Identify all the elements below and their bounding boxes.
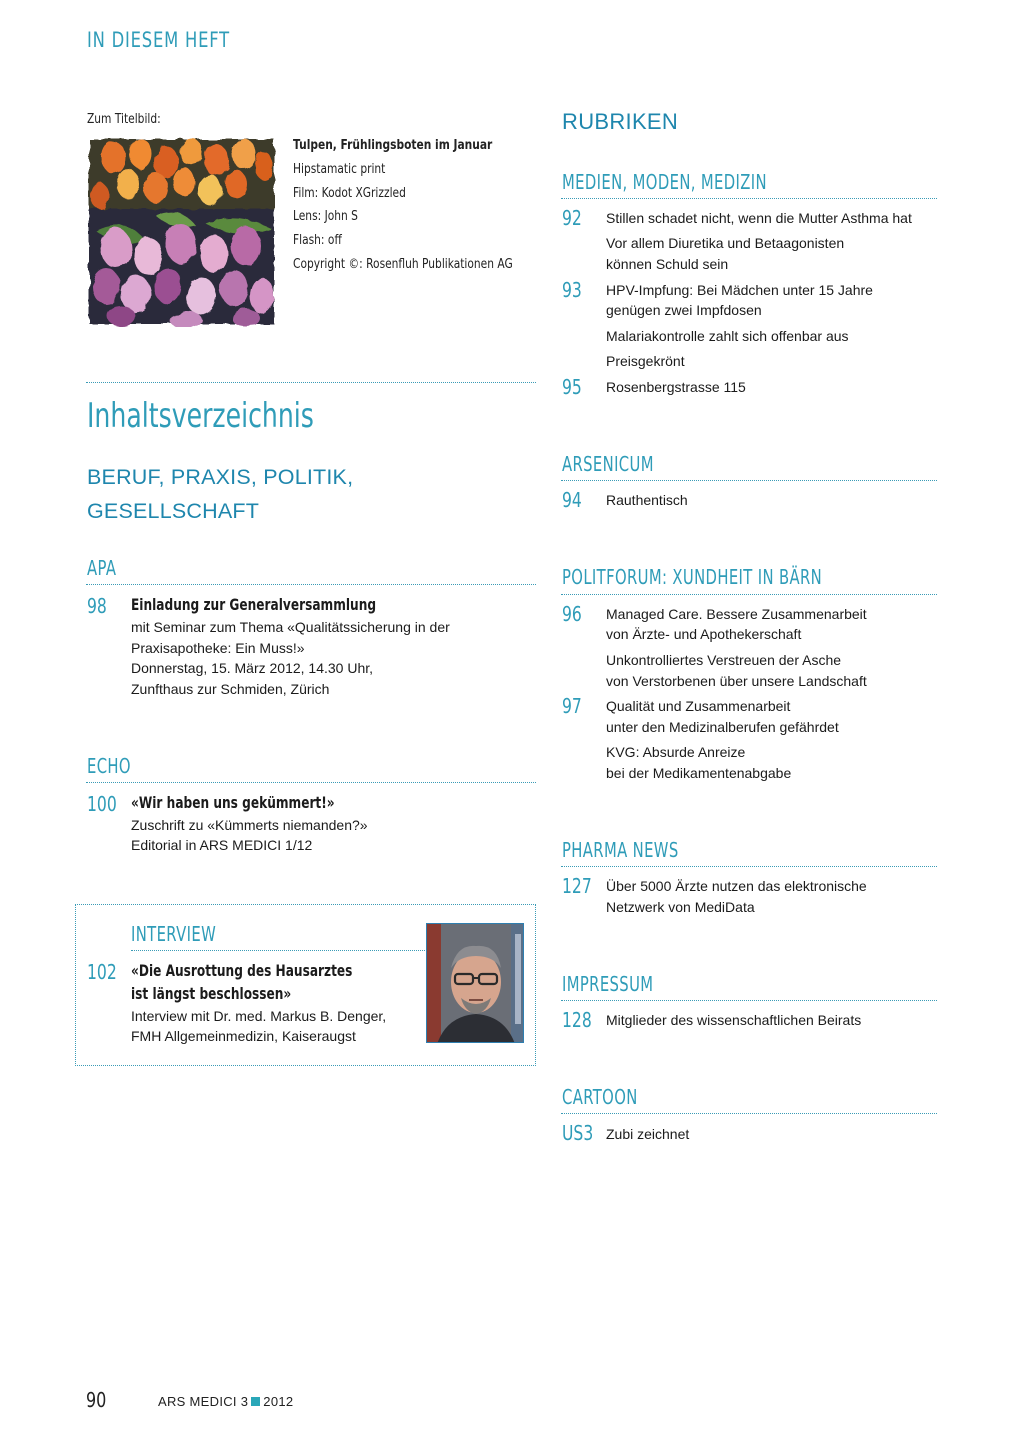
divider bbox=[561, 198, 937, 199]
rubriken-heading: RUBRIKEN bbox=[562, 109, 679, 134]
entry-line: Rosenbergstrasse 115 bbox=[606, 379, 746, 395]
entry-line: unter den Medizinalberufen gefährdet bbox=[606, 719, 839, 735]
entry-line: können Schuld sein bbox=[606, 256, 729, 272]
divider bbox=[561, 594, 937, 595]
footer-page-number: 90 bbox=[86, 1388, 107, 1412]
page-number: 127 bbox=[562, 874, 592, 898]
cover-label: Zum Titelbild: bbox=[87, 112, 161, 127]
main-heading-line: GESELLSCHAFT bbox=[87, 499, 260, 523]
entry-line: Netzwerk von MediData bbox=[606, 899, 755, 915]
divider bbox=[561, 1000, 937, 1001]
section-label-pharma: PHARMA NEWS bbox=[562, 838, 679, 862]
divider bbox=[561, 866, 937, 867]
cover-caption-line: Copyright ©: Rosenfluh Publikationen AG bbox=[293, 256, 513, 272]
portrait-photo-icon bbox=[426, 923, 524, 1043]
entry-line: Unkontrolliertes Verstreuen der Asche bbox=[606, 652, 842, 668]
entry-line: Rauthentisch bbox=[606, 492, 688, 508]
entry-line: Donnerstag, 15. März 2012, 14.30 Uhr, bbox=[131, 660, 374, 676]
section-label-apa: APA bbox=[87, 556, 117, 580]
entry-line: Interview mit Dr. med. Markus B. Denger, bbox=[131, 1008, 387, 1024]
footer-journal-name: ARS MEDICI 3 bbox=[158, 1394, 249, 1409]
page-number: US3 bbox=[562, 1121, 594, 1145]
entry-line: Managed Care. Bessere Zusammenarbeit bbox=[606, 606, 867, 622]
page-number: 98 bbox=[87, 594, 107, 618]
entry-line: Qualität und Zusammenarbeit bbox=[606, 698, 791, 714]
section-label-interview: INTERVIEW bbox=[131, 922, 217, 946]
entry-line: Zubi zeichnet bbox=[606, 1126, 690, 1142]
entry-line: HPV-Impfung: Bei Mädchen unter 15 Jahre bbox=[606, 282, 873, 298]
section-label-politforum: POLITFORUM: XUNDHEIT IN BÄRN bbox=[562, 565, 823, 589]
entry-line: bei der Medikamentenabgabe bbox=[606, 765, 792, 781]
main-section-heading bbox=[87, 460, 447, 528]
footer-journal bbox=[158, 1394, 293, 1409]
cover-caption-line: Film: Kodot XGrizzled bbox=[293, 185, 406, 201]
section-label-cartoon: CARTOON bbox=[562, 1085, 638, 1109]
cover-caption-line: Lens: John S bbox=[293, 209, 358, 225]
entry-line: Editorial in ARS MEDICI 1/12 bbox=[131, 837, 313, 853]
divider bbox=[131, 950, 425, 951]
page-number: 92 bbox=[562, 206, 582, 230]
tulip-photo-icon bbox=[86, 136, 277, 327]
entry-title: «Die Ausrottung des Hausarztes bbox=[131, 961, 353, 980]
entry-title: ist längst beschlossen» bbox=[131, 984, 292, 1003]
page-number: 128 bbox=[562, 1008, 592, 1032]
cover-caption-line: Hipstamatic print bbox=[293, 161, 386, 177]
entry-line: mit Seminar zum Thema «Qualitätssicherung in der bbox=[131, 619, 450, 635]
header-title: IN DIESEM HEFT bbox=[87, 28, 230, 52]
entry-line: Praxisapotheke: Ein Muss!» bbox=[131, 640, 305, 656]
page-number: 93 bbox=[562, 278, 582, 302]
section-label-echo: ECHO bbox=[87, 754, 131, 778]
entry-line: FMH Allgemeinmedizin, Kaiseraugst bbox=[131, 1028, 356, 1044]
entry-line: KVG: Absurde Anreize bbox=[606, 744, 746, 760]
entry-line: Vor allem Diuretika und Betaagonisten bbox=[606, 235, 845, 251]
entry-title: Einladung zur Generalversammlung bbox=[131, 595, 377, 614]
page-number: 97 bbox=[562, 694, 582, 718]
section-label-arsenicum: ARSENICUM bbox=[562, 452, 654, 476]
footer-year: 2012 bbox=[263, 1394, 294, 1409]
main-heading-line: BERUF, PRAXIS, POLITIK, bbox=[87, 465, 354, 489]
entry-title: «Wir haben uns gekümmert!» bbox=[131, 793, 335, 812]
divider bbox=[86, 782, 536, 783]
entry-line: von Verstorbenen über unsere Landschaft bbox=[606, 673, 867, 689]
entry-line: Malariakontrolle zahlt sich offenbar aus bbox=[606, 328, 849, 344]
divider bbox=[561, 1113, 937, 1114]
entry-line: Über 5000 Ärzte nutzen das elektronische bbox=[606, 878, 867, 894]
toc-title: Inhaltsverzeichnis bbox=[87, 396, 314, 436]
page-number: 100 bbox=[87, 792, 117, 816]
entry-line: Stillen schadet nicht, wenn die Mutter Asthma hat bbox=[606, 210, 912, 226]
entry-line: Zuschrift zu «Kümmerts niemanden?» bbox=[131, 817, 368, 833]
page-number: 96 bbox=[562, 602, 582, 626]
page-number: 95 bbox=[562, 375, 582, 399]
cover-caption-title: Tulpen, Frühlingsboten im Januar bbox=[293, 138, 493, 153]
entry-line: von Ärzte- und Apothekerschaft bbox=[606, 626, 802, 642]
section-label-impressum: IMPRESSUM bbox=[562, 972, 654, 996]
divider bbox=[561, 480, 937, 481]
entry-line: Mitglieder des wissenschaftlichen Beirats bbox=[606, 1012, 862, 1028]
page-number: 102 bbox=[87, 960, 117, 984]
square-icon bbox=[251, 1397, 260, 1406]
cover-caption bbox=[293, 134, 553, 277]
entry-line: genügen zwei Impfdosen bbox=[606, 302, 762, 318]
divider bbox=[86, 382, 536, 383]
section-label-medien: MEDIEN, MODEN, MEDIZIN bbox=[562, 170, 767, 194]
divider bbox=[86, 584, 536, 585]
cover-caption-line: Flash: off bbox=[293, 233, 342, 249]
entry-line: Preisgekrönt bbox=[606, 353, 685, 369]
entry-line: Zunfthaus zur Schmiden, Zürich bbox=[131, 681, 330, 697]
page-number: 94 bbox=[562, 488, 582, 512]
